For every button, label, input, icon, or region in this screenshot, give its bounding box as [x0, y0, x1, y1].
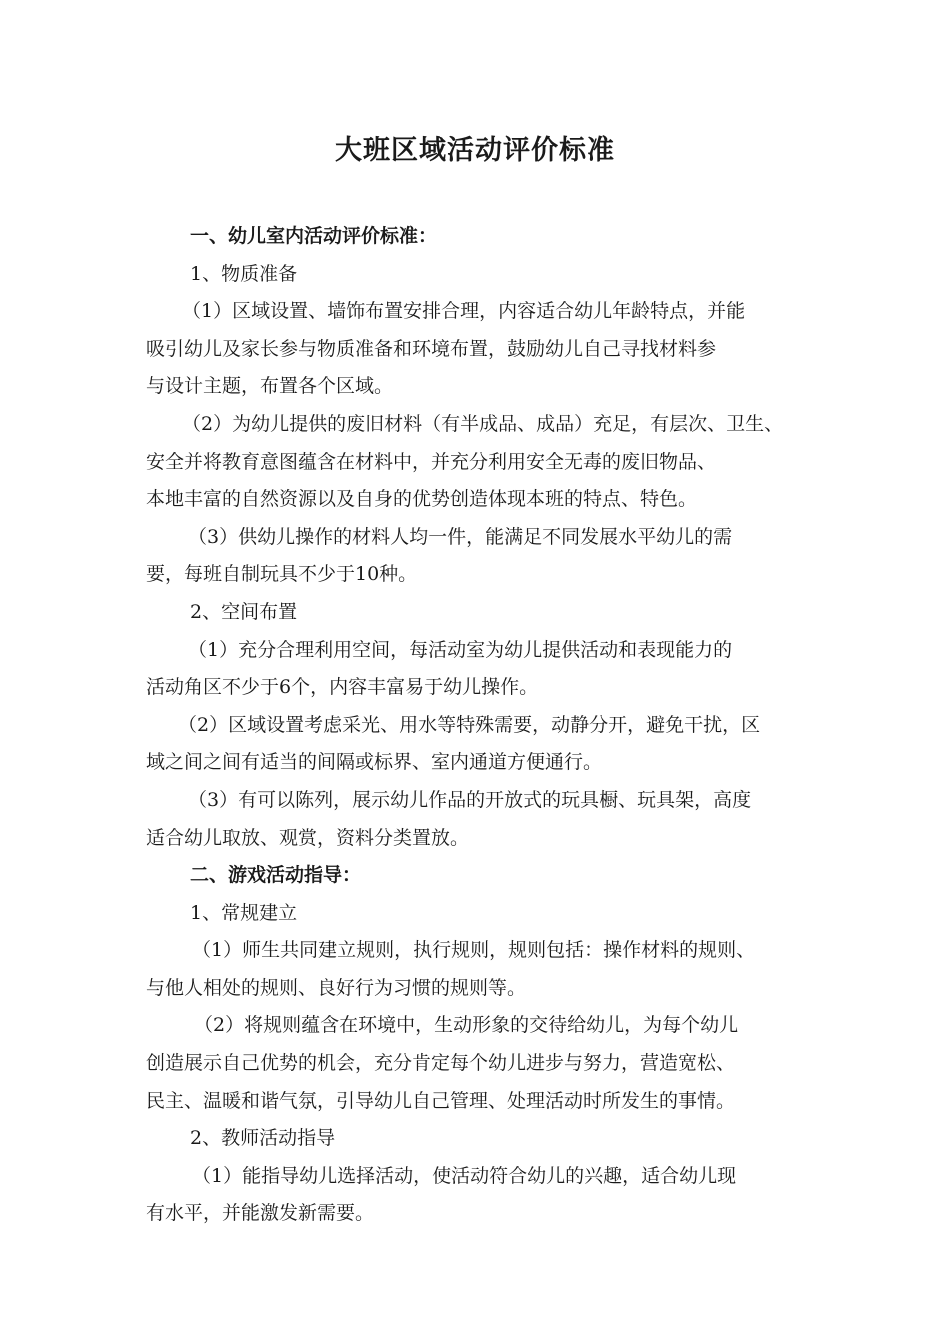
paragraph-line: 有水平，并能激发新需要。 [146, 1202, 375, 1225]
paragraph-line: （2）为幼儿提供的废旧材料（有半成品、成品）充足，有层次、卫生、 [182, 412, 784, 435]
paragraph-line: 创造展示自己优势的机会，充分肯定每个幼儿进步与努力，营造宽松、 [146, 1052, 736, 1075]
paragraph-line: 活动角区不少于6个，内容丰富易于幼儿操作。 [146, 676, 539, 699]
paragraph-line: 域之间之间有适当的间隔或标界、室内通道方便通行。 [146, 751, 603, 774]
paragraph-line: 与他人相处的规则、良好行为习惯的规则等。 [146, 976, 527, 999]
paragraph-line: 吸引幼儿及家长参与物质准备和环境布置，鼓励幼儿自己寻找材料参 [146, 337, 717, 360]
paragraph-line: （3）有可以陈列，展示幼儿作品的开放式的玩具橱、玩具架，高度 [188, 788, 752, 811]
paragraph-line: （3）供幼儿操作的材料人均一件，能满足不同发展水平幼儿的需 [188, 525, 733, 548]
paragraph-line: （1）能指导幼儿选择活动，使活动符合幼儿的兴趣，适合幼儿现 [192, 1164, 737, 1187]
paragraph-line: （1）师生共同建立规则，执行规则，规则包括：操作材料的规则、 [192, 939, 756, 962]
paragraph-line: 适合幼儿取放、观赏，资料分类置放。 [146, 826, 470, 849]
paragraph-line: （2）区域设置考虑采光、用水等特殊需要，动静分开，避免干扰，区 [178, 713, 761, 736]
paragraph-line: （1）区域设置、墙饰布置安排合理，内容适合幼儿年龄特点，并能 [182, 300, 746, 323]
subsection-heading: 2、空间布置 [190, 600, 298, 623]
paragraph-line: 本地丰富的自然资源以及自身的优势创造体现本班的特点、特色。 [146, 488, 698, 511]
subsection-heading: 2、教师活动指导 [190, 1127, 336, 1150]
paragraph-line: （1）充分合理利用空间，每活动室为幼儿提供活动和表现能力的 [188, 638, 733, 661]
paragraph-line: 民主、温暖和谐气氛，引导幼儿自己管理、处理活动时所发生的事情。 [146, 1089, 736, 1112]
paragraph-line: 与设计主题，布置各个区域。 [146, 375, 394, 398]
subsection-heading: 1、常规建立 [190, 901, 298, 924]
paragraph-line: 安全并将教育意图蕴含在材料中，并充分利用安全无毒的废旧物品、 [146, 450, 717, 473]
document-title: 大班区域活动评价标准 [335, 135, 615, 166]
document-body [146, 218, 818, 1233]
section-heading-1: 一、幼儿室内活动评价标准： [190, 225, 438, 247]
paragraph-line: 要，每班自制玩具不少于10种。 [146, 563, 418, 586]
section-heading-2: 二、游戏活动指导： [190, 864, 362, 887]
subsection-heading: 1、物质准备 [190, 262, 298, 285]
paragraph-line: （2）将规则蕴含在环境中，生动形象的交待给幼儿，为每个幼儿 [194, 1014, 739, 1037]
